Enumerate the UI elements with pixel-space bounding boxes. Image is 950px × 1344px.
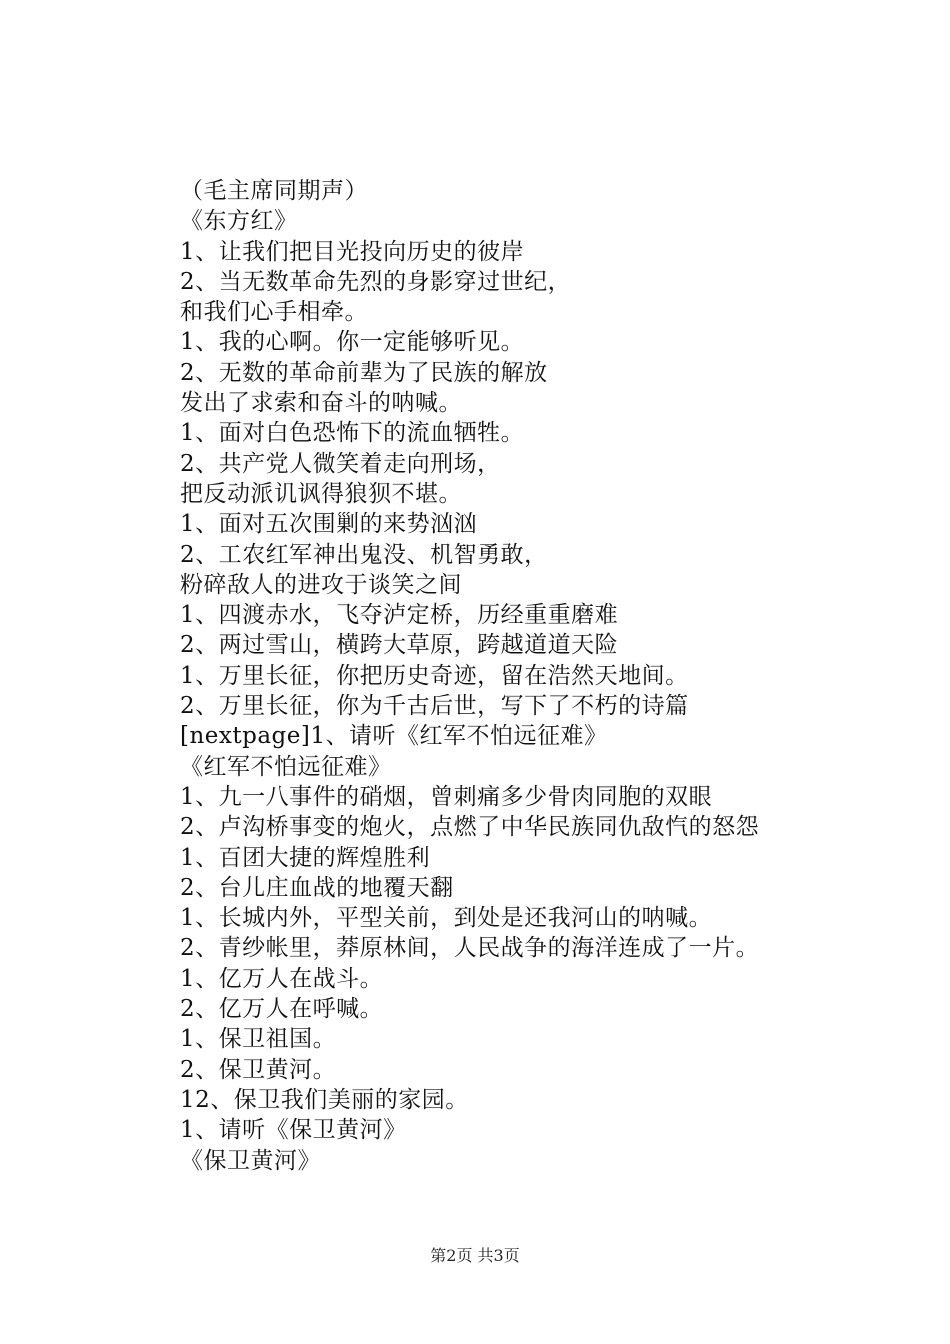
text-line: 1、四渡赤水，飞夺泸定桥，历经重重磨难 — [180, 602, 619, 629]
text-line: 1、让我们把目光投向历史的彼岸 — [180, 238, 525, 265]
text-line: 和我们心手相牵。 — [180, 299, 368, 326]
text-line: 1、万里长征，你把历史奇迹，留在浩然天地间。 — [180, 662, 689, 689]
text-line: 1、我的心啊。你一定能够听见。 — [180, 329, 525, 356]
text-line: 《红军不怕远征难》 — [180, 753, 392, 780]
text-line: 1、面对白色恐怖下的流血牺牲。 — [180, 420, 525, 447]
text-line: 1、保卫祖国。 — [180, 1026, 337, 1053]
text-line: 2、两过雪山，横跨大草原，跨越道道天险 — [180, 632, 619, 659]
text-line: 2、卢沟桥事变的炮火，点燃了中华民族同仇敌忾的怒怨 — [180, 814, 760, 841]
text-line: 《保卫黄河》 — [180, 1147, 321, 1174]
text-line: 2、台儿庄血战的地覆天翻 — [180, 874, 454, 901]
text-line: 12、保卫我们美丽的家园。 — [180, 1086, 469, 1113]
text-line: （毛主席同期声） — [180, 178, 368, 204]
text-line: 1、长城内外，平型关前，到处是还我河山的呐喊。 — [180, 905, 713, 932]
text-line: 2、共产党人微笑着走向刑场， — [180, 450, 501, 477]
text-line: 2、青纱帐里，莽原林间，人民战争的海洋连成了一片。 — [180, 935, 760, 962]
text-line: 把反动派讥讽得狼狈不堪。 — [180, 480, 462, 507]
text-line: 2、工农红军神出鬼没、机智勇敢， — [180, 541, 548, 568]
page-number-footer: 第2页 共3页 — [430, 1246, 520, 1265]
text-line: 2、无数的革命前辈为了民族的解放 — [180, 359, 548, 386]
text-line: 发出了求索和奋斗的呐喊。 — [180, 390, 462, 417]
text-line: 1、亿万人在战斗。 — [180, 965, 384, 992]
text-line: 2、亿万人在呼喊。 — [180, 996, 384, 1023]
text-line: 2、当无数革命先烈的身影穿过世纪， — [180, 268, 572, 295]
text-line: 1、请听《保卫黄河》 — [180, 1117, 407, 1144]
text-line: 粉碎敌人的进攻于谈笑之间 — [180, 571, 462, 598]
document-body — [180, 176, 840, 1176]
text-line: 1、九一八事件的硝烟，曾刺痛多少骨肉同胞的双眼 — [180, 783, 713, 810]
text-line: [nextpage]1、请听《红军不怕远征难》 — [180, 723, 608, 750]
text-line: 2、保卫黄河。 — [180, 1056, 337, 1083]
text-line: 1、面对五次围剿的来势汹汹 — [180, 511, 478, 538]
text-line: 1、百团大捷的辉煌胜利 — [180, 844, 431, 871]
text-line: 2、万里长征，你为千古后世，写下了不朽的诗篇 — [180, 693, 689, 720]
text-line: 《东方红》 — [180, 208, 298, 235]
